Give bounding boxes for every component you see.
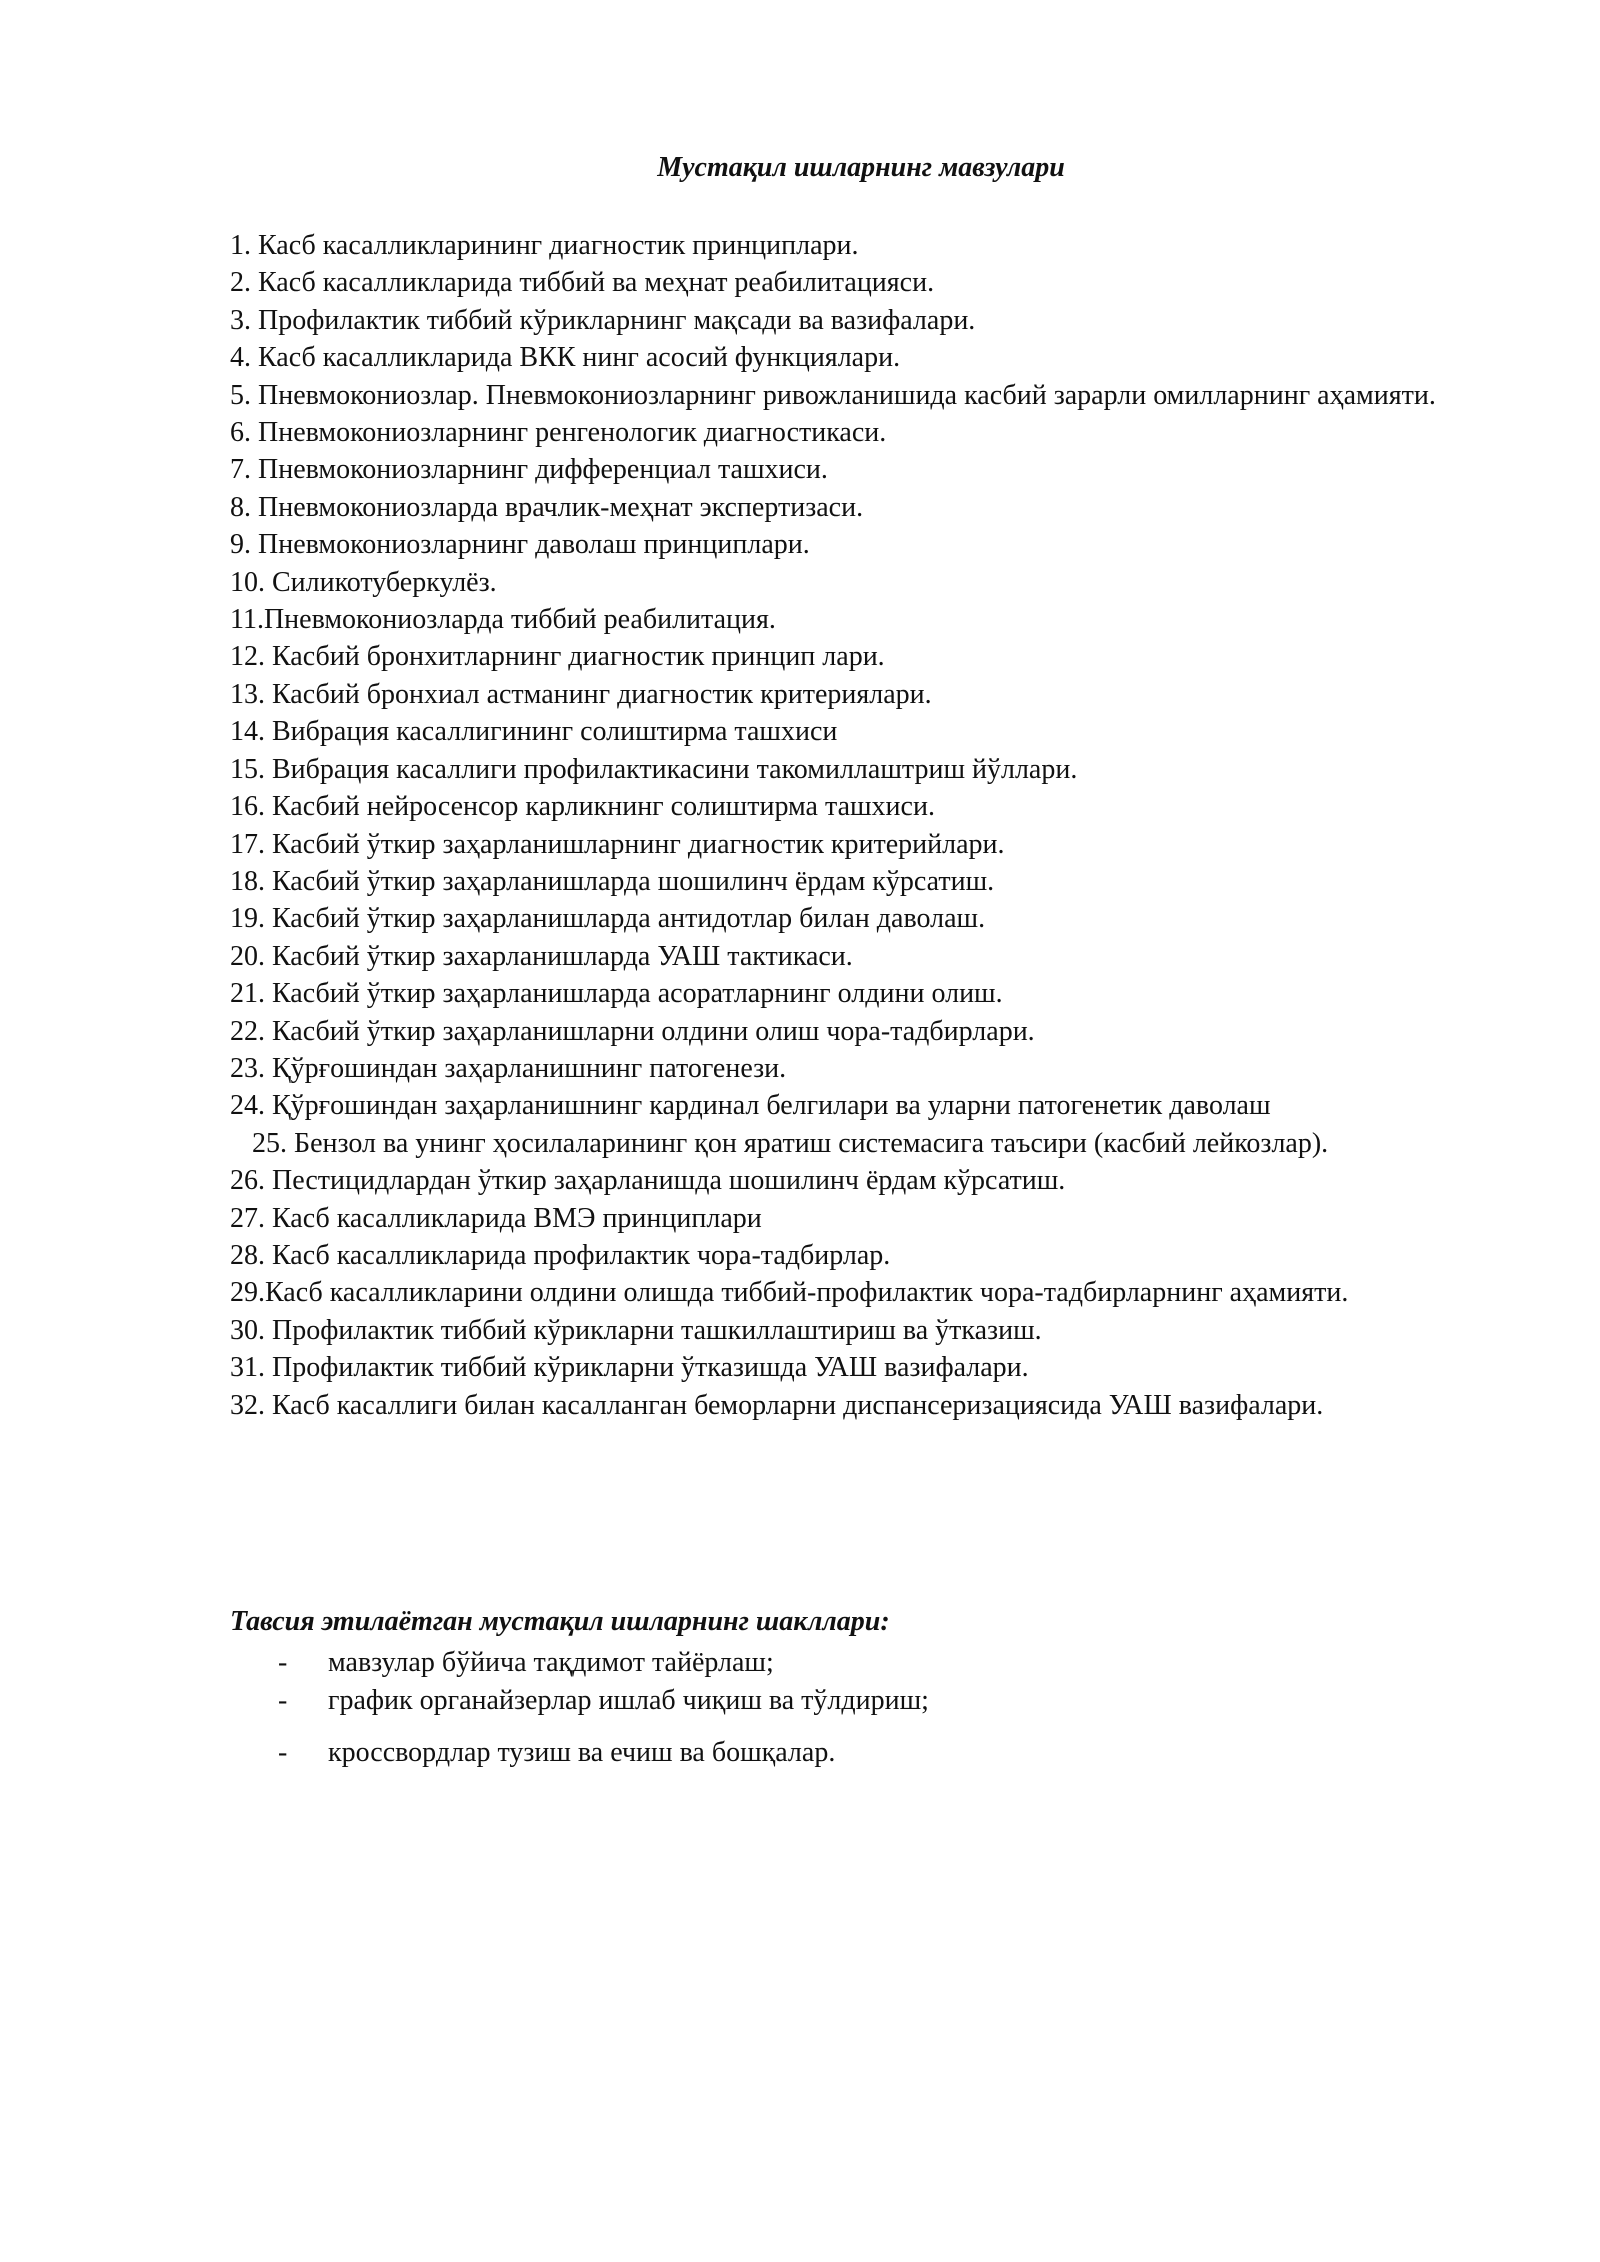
- list-item: 2. Касб касалликларида тиббий ва меҳнат реабилитацияси.: [230, 267, 935, 299]
- list-item-text: кроссвордлар тузиш ва ечиш ва бошқалар.: [328, 1737, 836, 1768]
- forms-list: [230, 1644, 1430, 1772]
- list-item: [230, 1682, 1430, 1720]
- list-item: 18. Касбий ўткир заҳарланишларда шошилинч ёрдам кўрсатиш.: [230, 865, 995, 897]
- list-item: 6. Пневмокониозларнинг ренгенологик диагностикаси.: [230, 417, 887, 449]
- list-item: 15. Вибрация касаллиги профилактикасини такомиллаштриш йўллари.: [230, 753, 1078, 785]
- list-item: 8. Пневмокониозларда врачлик-меҳнат экспертизаси.: [230, 491, 864, 523]
- list-item: 24. Қўрғошиндан заҳарланишнинг кардинал белгилари ва уларни патогенетик даволаш: [230, 1090, 1271, 1122]
- list-item: 23. Қўрғошиндан заҳарланишнинг патогенези.: [230, 1052, 787, 1084]
- list-item: 4. Касб касалликларида ВКК нинг асосий функциялари.: [230, 342, 901, 374]
- list-item: 13. Касбий бронхиал астманинг диагностик критериялари.: [230, 678, 932, 710]
- list-item: 31. Профилактик тиббий кўрикларни ўтказишда УАШ вазифалари.: [230, 1352, 1029, 1384]
- list-item: 20. Касбий ўткир захарланишларда УАШ тактикаси.: [230, 940, 853, 972]
- list-item: 25. Бензол ва унинг ҳосилаларининг қон яратиш системасига таъсири (касбий лейкозлар).: [252, 1127, 1329, 1159]
- list-item: 7. Пневмокониозларнинг дифференциал ташхиси.: [230, 454, 828, 486]
- list-item: 28. Касб касалликларида профилактик чора-тадбирлар.: [230, 1239, 891, 1271]
- topics-list: [230, 227, 1490, 1424]
- list-item-text: мавзулар бўйича тақдимот тайёрлаш;: [328, 1647, 774, 1678]
- list-item: 17. Касбий ўткир заҳарланишларнинг диагностик критерийлари.: [230, 828, 1005, 860]
- page-title: Мустақил ишларнинг мавзулари: [657, 152, 1065, 183]
- list-item: [230, 1644, 1430, 1682]
- list-item: 19. Касбий ўткир заҳарланишларда антидотлар билан даволаш.: [230, 903, 986, 935]
- list-item: 21. Касбий ўткир заҳарланишларда асоратларнинг олдини олиш.: [230, 978, 1003, 1010]
- list-item: 14. Вибрация касаллигининг солиштирма ташхиси: [230, 716, 838, 748]
- list-item: 29.Касб касалликларини олдини олишда тиббий-профилактик чора-тадбирларнинг аҳамияти.: [230, 1277, 1349, 1309]
- list-item: 32. Касб касаллиги билан касалланган беморларни диспансеризациясида УАШ вазифалари.: [230, 1389, 1324, 1421]
- list-item: 1. Касб касалликларининг диагностик принциплари.: [230, 230, 859, 261]
- list-item: 10. Силикотуберкулёз.: [230, 566, 497, 598]
- list-item: 16. Касбий нейросенсор карликнинг солиштирма ташхиси.: [230, 791, 935, 823]
- list-item: 26. Пестицидлардан ўткир заҳарланишда шошилинч ёрдам кўрсатиш.: [230, 1165, 1066, 1197]
- list-item: [230, 1734, 1430, 1772]
- list-item-text: график органайзерлар ишлаб чиқиш ва тўлдириш;: [328, 1685, 929, 1716]
- list-item: 12. Касбий бронхитларнинг диагностик принцип лари.: [230, 641, 885, 673]
- list-item: 9. Пневмокониозларнинг даволаш принциплари.: [230, 529, 810, 561]
- forms-heading: Тавсия этилаётган мустақил ишларнинг шакллари:: [230, 1606, 890, 1637]
- bullet-dash: -: [278, 1685, 288, 1716]
- bullet-dash: -: [278, 1647, 288, 1678]
- list-item: 11.Пневмокониозларда тиббий реабилитация.: [230, 604, 776, 636]
- list-item: 30. Профилактик тиббий кўрикларни ташкиллаштириш ва ўтказиш.: [230, 1314, 1042, 1346]
- bullet-dash: -: [278, 1737, 288, 1768]
- list-item: 27. Касб касалликларида ВМЭ принциплари: [230, 1202, 762, 1234]
- list-item: 5. Пневмокониозлар. Пневмокониозларнинг ривожланишида касбий зарарли омилларнинг аҳамияти.: [230, 379, 1436, 411]
- list-item: 3. Профилактик тиббий кўрикларнинг мақсади ва вазифалари.: [230, 304, 976, 336]
- list-item: 22. Касбий ўткир заҳарланишларни олдини олиш чора-тадбирлари.: [230, 1015, 1035, 1047]
